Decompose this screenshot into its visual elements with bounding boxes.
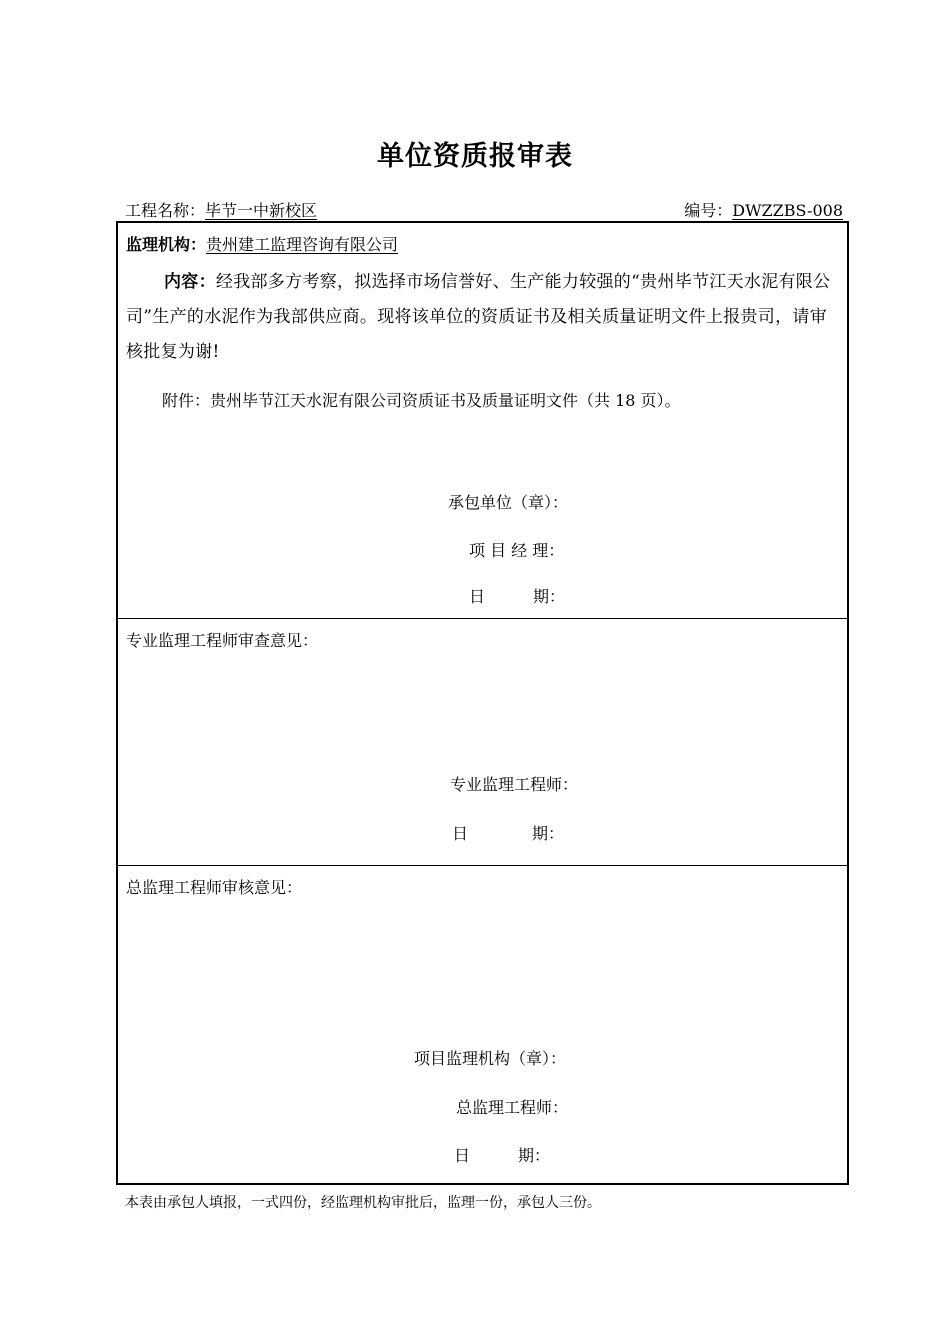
project-name-value: 毕节一中新校区 [205,201,318,220]
form-number-value: DWZZBS-008 [732,201,843,220]
chief-date-label: 日 期： [454,1146,551,1165]
footer-note: 本表由承包人填报，一式四份，经监理机构审批后，监理一份，承包人三份。 [125,1195,601,1211]
page-title: 单位资质报审表 [377,141,573,172]
approval-form-table [116,221,849,1185]
project-manager-label: 项 目 经 理： [469,541,565,560]
chief-engineer-label: 总监理工程师： [456,1098,569,1117]
supervision-org-row [126,233,398,257]
project-supervision-org-seal-label: 项目监理机构（章）： [414,1049,567,1068]
content-label: 内容： [164,272,216,292]
specialist-opinion-heading: 专业监理工程师审查意见： [126,631,319,650]
chief-engineer-section [118,866,847,1185]
contractor-seal-label: 承包单位（章）： [448,493,569,512]
form-header [125,198,843,222]
attachment-line: 附件：贵州毕节江天水泥有限公司资质证书及质量证明文件（共 18 页）。 [162,391,681,410]
supervision-org-value: 贵州建工监理咨询有限公司 [206,235,399,254]
form-number-field [684,198,843,221]
supervision-org-label: 监理机构： [126,235,207,254]
specialist-date-label: 日 期： [452,824,565,843]
contractor-date-label: 日 期： [469,587,566,606]
project-name-label: 工程名称： [125,201,206,220]
content-text: 经我部多方考察，拟选择市场信誉好、生产能力较强的“贵州毕节江天水泥有限公司”生产的水泥作为我部供应商。现将该单位的资质证书及相关质量证明文件上报贵司，请审核批复为谢! [126,272,831,362]
contractor-section [118,223,847,619]
project-name-field [125,198,317,221]
specialist-engineer-label: 专业监理工程师： [450,775,579,794]
specialist-engineer-section [118,619,847,866]
content-paragraph [126,265,842,370]
form-number-label: 编号： [684,201,733,220]
chief-opinion-heading: 总监理工程师审核意见： [126,878,303,897]
